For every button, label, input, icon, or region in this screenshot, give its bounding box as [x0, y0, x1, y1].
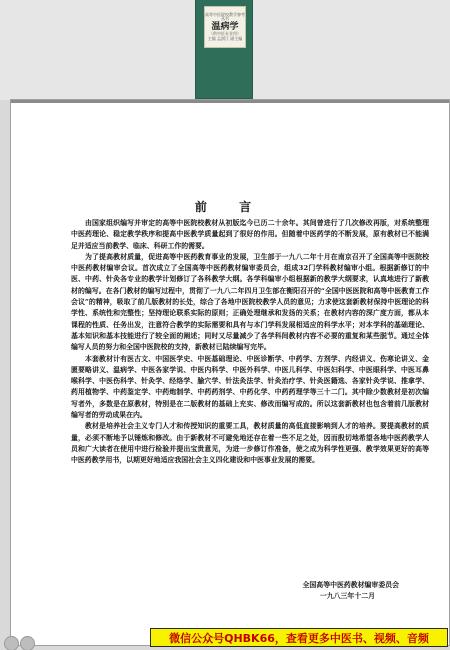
page-top-edge — [11, 100, 449, 103]
cover-series: 高等中医院校教学参考丛书 — [205, 11, 245, 22]
cover-label — [204, 6, 246, 48]
watermark-banner: 微信公众号QHBK66，查看更多中医书、视频、音频 — [150, 628, 448, 647]
document-page — [11, 100, 449, 645]
cover-subtitle: （供中医专业用） — [209, 31, 241, 37]
signature-date: 一九八三年十二月 — [319, 592, 375, 601]
page-body — [71, 218, 429, 467]
cover-editors: 主编 孟澍江 副主编 — [207, 35, 243, 41]
nav-circle-icon[interactable] — [20, 636, 35, 650]
cover-title: 温病学 — [211, 21, 239, 32]
paragraph: 由国家组织编写并审定的高等中医院校教材从初版迄今已历二十余年。其间曾进行了几次修改再版，对系统整理中医药理论、稳定教学秩序和提高中医教学质量起到了很好的作用。但随着中医药学的不断发展，原有教材已不能满足并适应当前教学、临床、科研工作的需要。 — [71, 219, 429, 250]
page-title: 前 言 — [194, 200, 266, 214]
signature-org: 全国高等中医药教材编审委员会 — [302, 581, 399, 589]
paragraph: 教材是培养社会主义专门人才和传授知识的重要工具，教材质量的高低直接影响到人才的培养。要提高教材的质量，必须不断地予以锤炼和修改。由于新教材不可避免地还存在着一些不足之处，因而殷切地希望各地中医药教学人员和广大读者在使用中进行检验并提出宝贵意见，为进一步修订作准备，使之成为科学性更强、教学效果更好的高等中医药教学用书，以期更好地适应我国社会主义四化建设和中医事业发展的需要。 — [71, 422, 429, 465]
book-cover-thumbnail[interactable] — [196, 0, 252, 98]
paragraph: 本套教材计有医古文、中国医学史、中医基础理论、中医诊断学、中药学、方剂学、内经讲义、伤寒论讲义、金匮要略讲义、温病学、中医各家学说、中医内科学、中医外科学、中医儿科学、中医妇科学、中医眼科学、中医耳鼻喉科学、中医伤科学、针灸学、经络学、腧穴学、针法灸法学、针灸治疗学、针灸医籍选、各家针灸学说、推拿学、药用植物学、中药鉴定学、中药炮制学、中药药剂学、中药化学、中药药理学等三十二门。其中除少数教材是初次编写者外，多数是在原教材，特别是在二版教材的基础上充实、修改而编写成的。所以这套新教材也包含着前几版教材编写者的劳动成果在内。 — [71, 354, 429, 420]
paragraph: 为了提高教材质量，促进高等中医药教育事业的发展，卫生部于一九八二年十月在南京召开了全国高等中医院校中医药教材编审会议。首次成立了全国高等中医药教材编审委员会，组成32门学科教材编审小组。根据新修订的中医、中药、针灸各专业的教学计划修订了各科教学大纲。各学科编审小组根据新的教学大纲要求，认真地进行了新教材的编写。在各门教材的编写过程中，贯彻了一九八二年四月卫生部在衡阳召开的“全国中医医院和高等中医教育工作会议”的精神，吸取了前几版教材的长处，综合了各地中医院校教学人员的意见；力求使这套新教材保持中医理论的科学性、系统性和完整性；坚持理论联系实际的原则；正确处理继承和发扬的关系；在教材内容的深广度方面，都从本课程的性质、任务出发，注意符合教学的实际需要和具有与本门学科发展相适应的科学水平；对本学科的基础理论、基本知识和基本技能进行了较全面的阐述；同时又尽量减少了各学科间教材内容不必要的重复和某些脱节。通过全体编写人员的努力和全国中医院校的支持，新教材已陆续编写完毕。 — [71, 252, 429, 352]
nav-circle-icon[interactable] — [4, 636, 19, 650]
thumbnail-strip — [0, 0, 450, 100]
signature-block — [71, 580, 429, 603]
